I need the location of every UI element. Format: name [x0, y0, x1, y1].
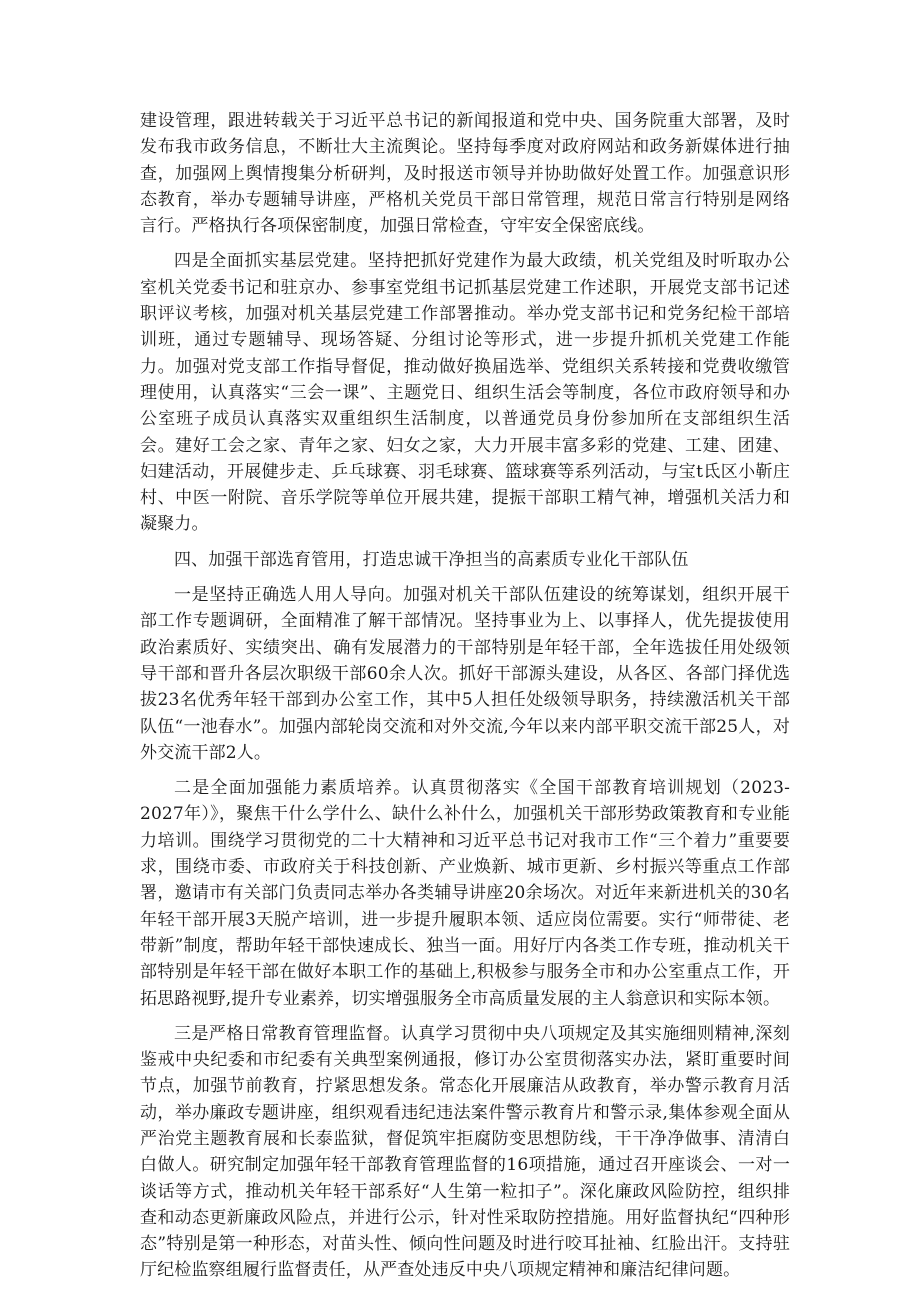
- paragraph-continuation: 建设管理，跟进转载关于习近平总书记的新闻报道和党中央、国务院重大部署，及时发布我市政务信息，不断壮大主流舆论。坚持每季度对政府网站和政务新媒体进行抽查，加强网上舆情搜集分析研判，及时报送市领导并协助做好处置工作。加强意识形态教育，举办专题辅导讲座，严格机关党员干部日常管理，规范日常言行特别是网络言行。严格执行各项保密制度，加强日常检查，守牢安全保密底线。: [140, 111, 790, 237]
- paragraph-selection-orientation: 一是坚持正确选人用人导向。加强对机关干部队伍建设的统筹谋划，组织开展干部工作专题调研，全面精准了解干部情况。坚持事业为上、以事择人，优先提拔使用政治素质好、实绩突出、确有发展潜力的干部特别是年轻干部，全年选拔任用处级领导干部和晋升各层次职级干部60余人次。抓好干部源头建设，从各区、各部门择优选拔23名优秀年轻干部到办公室工作，其中5人担任处级领导职务，持续激活机关干部队伍“一池春水”。加强内部轮岗交流和对外交流,今年以来内部平职交流干部25人，对外交流干部2人。: [140, 585, 790, 763]
- paragraph-capability-training: 二是全面加强能力素质培养。认真贯彻落实《全国干部教育培训规划（2023-2027年）》，聚焦干什么学什么、缺什么补什么，加强机关干部形势政策教育和专业能力培训。围绕学习贯彻党的二十大精神和习近平总书记对我市工作“三个着力”重要要求，围绕市委、市政府关于科技创新、产业焕新、城市更新、乡村振兴等重点工作部署，邀请市有关部门负责同志举办各类辅导讲座20余场次。对近年来新进机关的30名年轻干部开展3天脱产培训，进一步提升履职本领、适应岗位需要。实行“师带徒、老带新”制度，帮助年轻干部快速成长、独当一面。用好厅内各类工作专班，推动机关干部特别是年轻干部在做好本职工作的基础上,积极参与服务全市和办公室重点工作，开拓思路视野,提升专业素养，切实增强服务全市高质量发展的主人翁意识和实际本领。: [140, 778, 790, 1009]
- document-page: [140, 108, 790, 1293]
- paragraph-daily-supervision: 三是严格日常教育管理监督。认真学习贯彻中央八项规定及其实施细则精神,深刻鉴戒中央纪委和市纪委有关典型案例通报，修订办公室贯彻落实办法，紧盯重要时间节点，加强节前教育，拧紧思想发条。常态化开展廉洁从政教育，举办警示教育月活动，举办廉政专题讲座，组织观看违纪违法案件警示教育片和警示录,集体参观全面从严治党主题教育展和长泰监狱，督促筑牢拒腐防变思想防线，干干净净做事、清清白白做人。研究制定加强年轻干部教育管理监督的16项措施，通过召开座谈会、一对一谈话等方式，推动机关年轻干部系好“人生第一粒扣子”。深化廉政风险防控，组织排查和动态更新廉政风险点，并进行公示，针对性采取防控措施。用好监督执纪“四种形态”特别是第一种形态，对苗头性、倾向性问题及时进行咬耳扯袖、红脸出汗。支持驻厅纪检监察组履行监督责任，从严查处违反中央八项规定精神和廉洁纪律问题。: [140, 1023, 790, 1281]
- paragraph-grassroots-party-building: 四是全面抓实基层党建。坚持把抓好党建作为最大政绩，机关党组及时听取办公室机关党委书记和驻京办、参事室党组书记抓基层党建工作述职，开展党支部书记述职评议考核，加强对机关基层党建工作部署推动。举办党支部书记和党务纪检干部培训班，通过专题辅导、现场答疑、分组讨论等形式，进一步提升抓机关党建工作能力。加强对党支部工作指导督促，推动做好换届选举、党组织关系转接和党费收缴管理使用，认真落实“三会一课”、主题党日、组织生活会等制度，各位市政府领导和办公室班子成员认真落实双重组织生活制度，以普通党员身份参加所在支部组织生活会。建好工会之家、青年之家、妇女之家，大力开展丰富多彩的党建、工建、团建、妇建活动，开展健步走、乒乓球赛、羽毛球赛、篮球赛等系列活动，与宝t氐区小靳庄村、中医一附院、音乐学院等单位开展共建，提振干部职工精气神，增强机关活力和凝聚力。: [140, 251, 790, 535]
- section-heading-cadre-team: 四、加强干部选育管用，打造忠诚干净担当的高素质专业化干部队伍: [174, 549, 689, 570]
